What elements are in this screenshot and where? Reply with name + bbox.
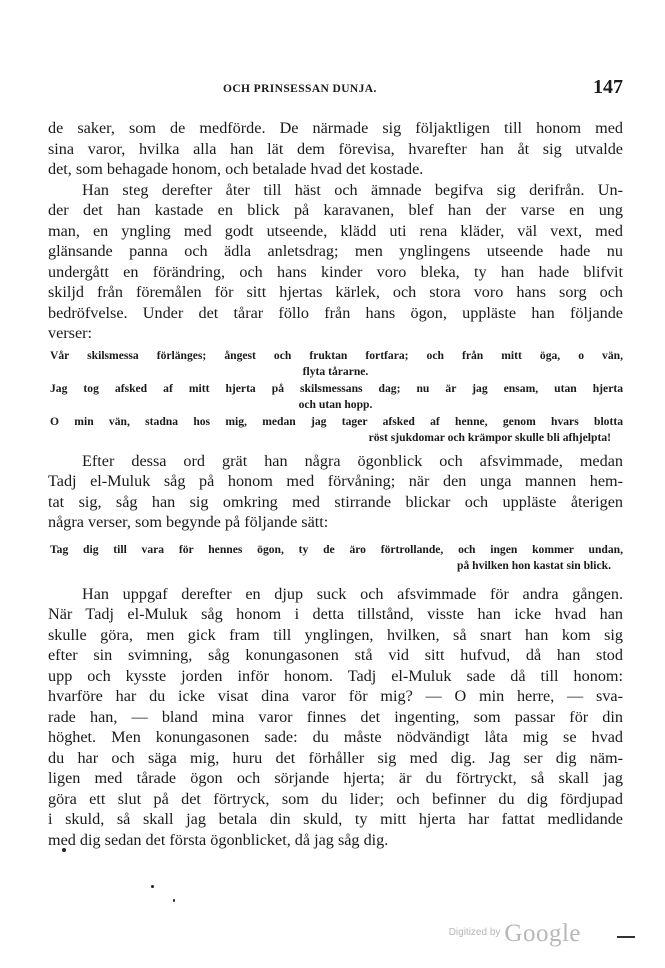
text-line: du har och säga mig, huru det förhåller sig med dig. Jag ser dig näm-: [48, 748, 623, 767]
ink-speck: [151, 885, 154, 888]
paragraph-3: [48, 451, 623, 533]
verse-block-1: [48, 348, 623, 447]
text-line: skiljd från föremålen för sitt hjertas kärlek, och stora voro hans sorg och: [48, 283, 623, 301]
text-line: några verser, som begynde på följande sätt:: [48, 513, 329, 531]
text-line: i skuld, så skall jag betala din skuld, ty mitt hjerta har fattat medlidande: [48, 810, 623, 828]
text-line: Han steg derefter åter till häst och ämnade begifva sig derifrån. Un-: [82, 180, 623, 199]
paragraph-4: [48, 584, 623, 851]
ink-speck: [173, 899, 175, 902]
verse-block-2: [48, 542, 623, 575]
paragraph-2: [48, 180, 623, 344]
text-line: man, en yngling med godt utseende, klädd uti rena kläder, väl vext, med: [48, 221, 623, 240]
text-line: efter sin svimning, såg konungasonen stå vid sitt hufvud, då han stod: [48, 646, 623, 664]
page-header: [48, 76, 623, 100]
paragraph-1: [48, 118, 623, 180]
text-line: Han uppgaf derefter en djup suck och afsvimmade för andra gången.: [82, 584, 623, 603]
body-text: [48, 118, 623, 850]
verse-line: flyta tårarne.: [302, 365, 369, 378]
text-line: sina varor, hvilka alla han lät dem förevisa, hvarefter han åt sig utvalde: [48, 139, 623, 158]
text-line: Efter dessa ord grät han några ögonblick och afsvimmade, medan: [82, 451, 623, 470]
running-title: OCH PRINSESSAN DUNJA.: [223, 83, 377, 95]
verse-line: och utan hopp.: [298, 398, 373, 411]
text-line: upp och kysste jorden inför honom. Tadj el-Muluk sade då till honom:: [48, 666, 623, 685]
text-line: skulle göra, men gick fram till ynglingen, hvilken, så snart han kom sig: [48, 625, 623, 644]
text-line: ligen med tårade ögon och sörjande hjerta; är du förtryckt, så skall jag: [48, 769, 623, 787]
text-line: det, som behagade honom, och betalade hvad det kostade.: [48, 160, 424, 178]
verse-line: på hvilken hon kastat sin blick.: [457, 559, 611, 572]
ink-speck: [62, 848, 66, 852]
verse-line: Vår skilsmessa förlänges; ångest och fruktan fortfara; och från mitt öga, o vän,: [50, 348, 623, 362]
text-line: glänsande panna och ädla anletsdrag; men ynglingens utseende hade nu: [48, 242, 623, 260]
margin-mark: [617, 936, 635, 938]
verse-line: Jag tog afsked af mitt hjerta på skilsmessans dag; nu är jag ensam, utan hjerta: [50, 381, 623, 395]
text-line: de saker, som de medförde. De närmade sig följaktligen till honom med: [48, 119, 623, 137]
text-line: med dig sedan det första ögonblicket, då jag såg dig.: [48, 830, 389, 849]
google-logo: Google: [504, 920, 581, 947]
verse-line: O min vän, stadna hos mig, medan jag tager afsked af henne, genom hvars blotta: [50, 414, 623, 428]
verse-line: Tag dig till vara för hennes ögon, ty de äro förtrollande, och ingen kommer undan,: [50, 542, 623, 556]
text-line: der det han kastade en blick på karavanen, blef han der varse en ung: [48, 201, 623, 219]
verse-line: röst sjukdomar och krämpor skulle bli afhjelpta!: [368, 431, 611, 444]
watermark-prefix: Digitized by: [448, 927, 501, 938]
digitized-watermark: [449, 920, 581, 948]
text-line: tat sig, såg han sig omkring med stirrande blickar och uppläste återigen: [48, 492, 623, 511]
text-line: bedröfvelse. Under det tårar föllo från hans ögon, uppläste han följande: [48, 303, 623, 322]
text-line: hvarföre har du icke visat dina varor för mig? — O min herre, — sva-: [48, 687, 623, 705]
text-line: undergått en förändring, och hans kinder voro bleka, ty han hade blifvit: [48, 262, 623, 281]
text-line: rade han, — bland mina varor finnes det ingenting, som passar för din: [48, 707, 623, 726]
text-line: Tadj el-Muluk såg på honom med förvåning; när den unga mannen hem-: [48, 472, 623, 490]
text-line: göra ett slut på det förtryck, som du lider; och befinner du dig fördjupad: [48, 789, 623, 808]
text-line: När Tadj el-Muluk såg honom i detta tillstånd, visste han icke hvad han: [48, 605, 623, 623]
text-line: höghet. Men konungasonen sade: du måste nödvändigt låta mig se hvad: [48, 728, 623, 746]
text-line: verser:: [48, 324, 93, 342]
page-number: 147: [593, 76, 623, 98]
